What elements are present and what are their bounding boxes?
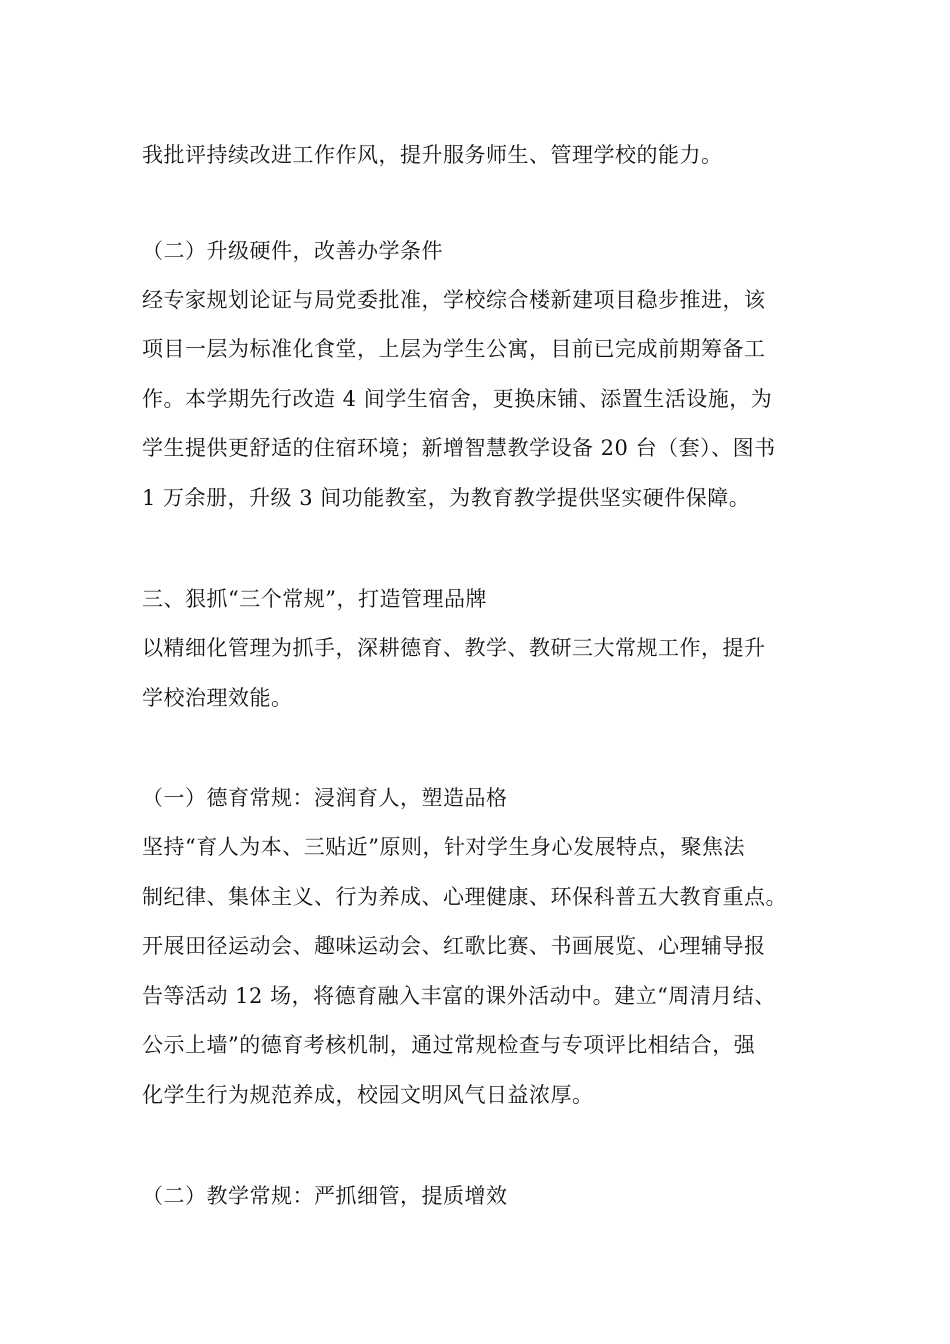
section-heading: （一）德育常规：浸润育人，塑造品格 (142, 786, 508, 810)
paragraph-line: 坚持“育人为本、三贴近”原则，针对学生身心发展特点，聚焦法 (142, 835, 745, 859)
paragraph-line: 化学生行为规范养成，校园文明风气日益浓厚。 (142, 1083, 594, 1107)
paragraph-line: 公示上墙”的德育考核机制，通过常规检查与专项评比相结合，强 (142, 1033, 756, 1057)
paragraph-line: 项目一层为标准化食堂，上层为学生公寓，目前已完成前期筹备工 (142, 337, 766, 361)
chapter-heading: 三、狠抓“三个常规”，打造管理品牌 (142, 587, 487, 611)
paragraph-line: 1 万余册，升级 3 间功能教室，为教育教学提供坚实硬件保障。 (142, 486, 751, 510)
paragraph-line: 经专家规划论证与局党委批准，学校综合楼新建项目稳步推进，该 (142, 288, 766, 312)
paragraph-line: 学校治理效能。 (142, 686, 293, 710)
paragraph-line: 开展田径运动会、趣味运动会、红歌比赛、书画展览、心理辅导报 (142, 934, 766, 958)
section-heading: （二）教学常规：严抓细管，提质增效 (142, 1184, 508, 1208)
paragraph-line: 制纪律、集体主义、行为养成、心理健康、环保科普五大教育重点。 (142, 885, 787, 909)
section-heading: （二）升级硬件，改善办学条件 (142, 239, 443, 263)
paragraph-line: 我批评持续改进工作作风，提升服务师生、管理学校的能力。 (142, 143, 723, 167)
paragraph-line: 学生提供更舒适的住宿环境；新增智慧教学设备 20 台（套）、图书 (142, 436, 776, 460)
paragraph-line: 作。本学期先行改造 4 间学生宿舍，更换床铺、添置生活设施，为 (142, 387, 773, 411)
paragraph-line: 以精细化管理为抓手，深耕德育、教学、教研三大常规工作，提升 (142, 636, 766, 660)
paragraph-line: 告等活动 12 场，将德育融入丰富的课外活动中。建立“周清月结、 (142, 984, 776, 1008)
